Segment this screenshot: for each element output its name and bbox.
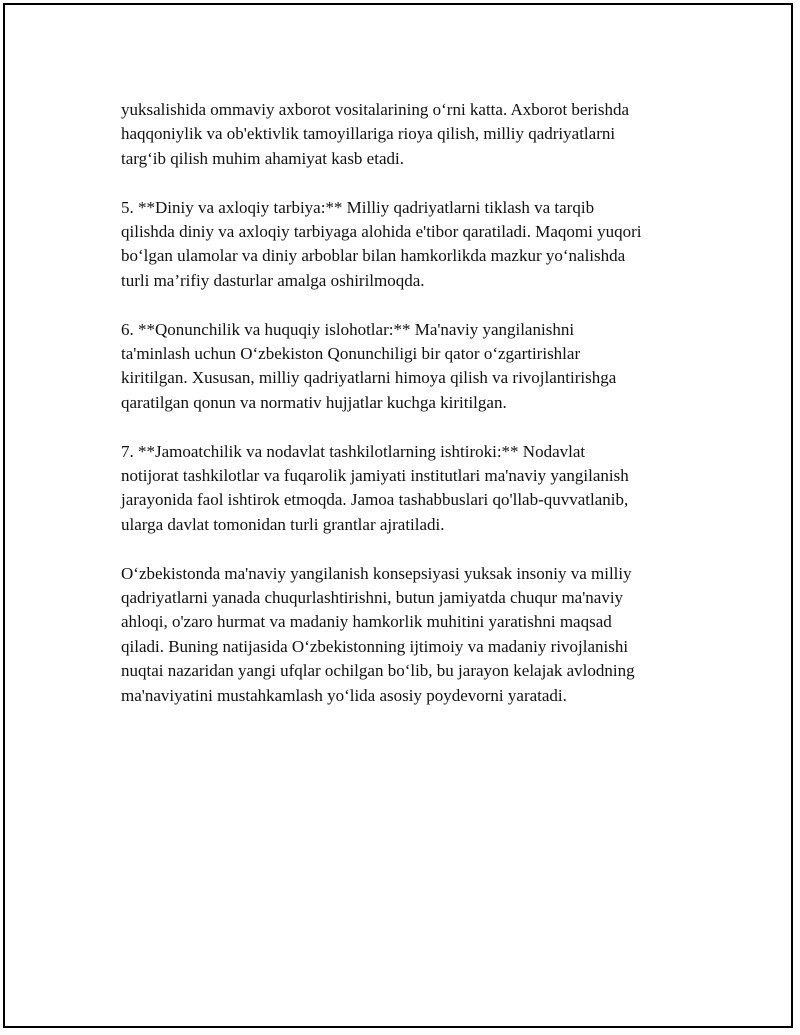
paragraph-media-role: yuksalishida ommaviy axborot vositalarining o‘rni katta. Axborot berishda haqqoniylik va ob'ektivlik tamoyillariga rioya qilish, milliy qadriyatlarni targ‘ib qilish muhim ahamiyat kasb etadi. xyxy=(121,100,630,168)
paragraph-conclusion: O‘zbekistonda ma'naviy yangilanish konsepsiyasi yuksak insoniy va milliy qadriyatlarni yanada chuqurlashtirishni, butun jamiyatda chuqur ma'naviy ahloqi, o'zaro hurmat va madaniy hamkorlik muhitini yaratishni maqsad qiladi. Buning natijasida O‘zbekistonning ijtimoiy va madaniy rivojlanishi nuqtai nazaridan yangi ufqlar ochilgan bo‘lib, bu jarayon kelajak avlodning ma'naviyatini mustahkamlash yo‘lida asosiy poydevorni yaratadi. xyxy=(121,563,635,705)
page-frame xyxy=(3,3,793,1028)
paragraph-legal-reforms: 6. **Qonunchilik va huquqiy islohotlar:** Ma'naviy yangilanishni ta'minlash uchun O‘zbekiston Qonunchiligi bir qator o‘zgartirishlar kiritilgan. Xususan, milliy qadriyatlarni himoya qilish va rivojlantirishga qaratilgan qonun va normativ hujjatlar kuchga kiritilgan. xyxy=(121,319,617,412)
document-body xyxy=(121,98,691,732)
paragraph-public-ngo-participation: 7. **Jamoatchilik va nodavlat tashkilotlarning ishtiroki:** Nodavlat notijorat tashkilotlar va fuqarolik jamiyati institutlari ma'naviy yangilanish jarayonida faol ishtirok etmoqda. Jamoa tashabbuslari qo'llab-quvvatlanib, ularga davlat tomonidan turli grantlar ajratiladi. xyxy=(121,441,629,534)
paragraph-religious-moral-education: 5. **Diniy va axloqiy tarbiya:** Milliy qadriyatlarni tiklash va tarqib qilishda diniy va axloqiy tarbiyaga alohida e'tibor qaratiladi. Maqomi yuqori bo‘lgan ulamolar va diniy arboblar bilan hamkorlikda mazkur yo‘nalishda turli ma’rifiy dasturlar amalga oshirilmoqda. xyxy=(121,197,642,290)
